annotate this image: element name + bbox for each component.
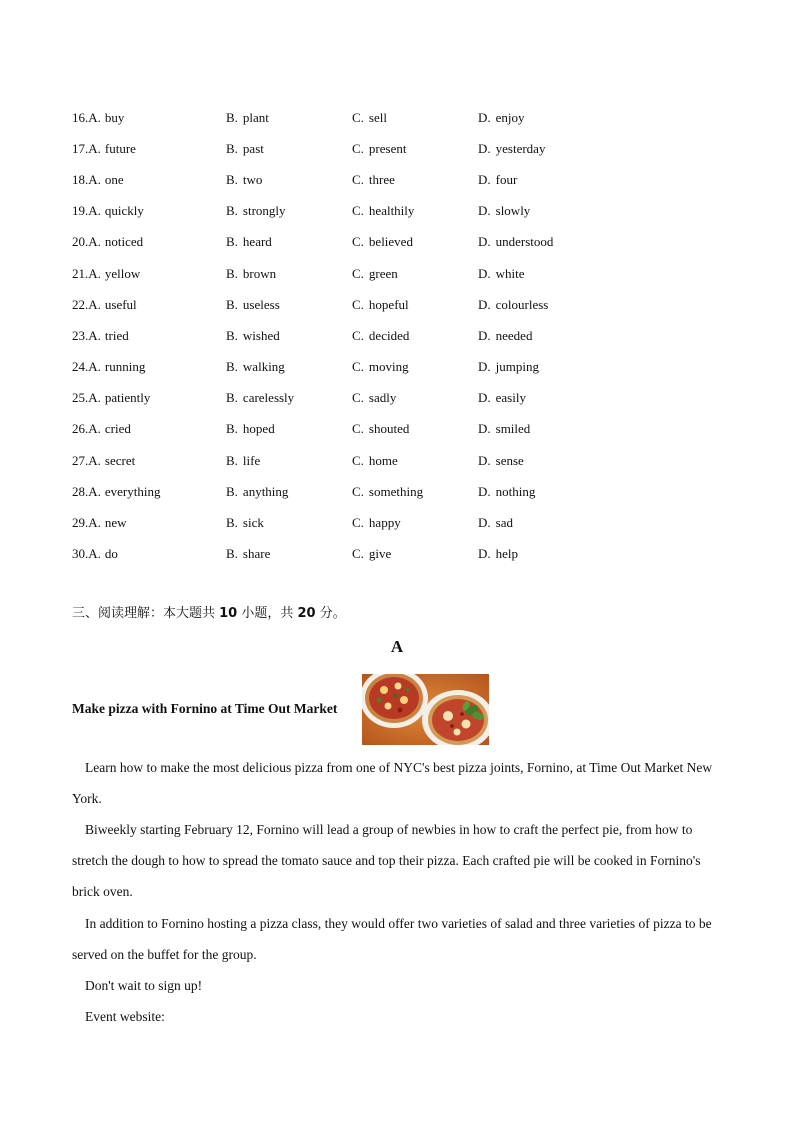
option-letter: C. <box>352 140 364 156</box>
option-c <box>352 297 478 313</box>
option-text: give <box>368 546 392 562</box>
option-letter: C. <box>352 390 364 406</box>
option-letter: A. <box>88 452 101 468</box>
option-letter: C. <box>352 546 364 562</box>
option-letter: D. <box>478 296 491 312</box>
option-text: smiled <box>495 421 531 437</box>
option-letter: A. <box>88 109 101 125</box>
option-letter: B. <box>226 171 238 187</box>
option-text: quickly <box>104 203 144 219</box>
question-row <box>72 414 712 445</box>
option-letter: C. <box>352 483 364 499</box>
option-d <box>478 141 638 157</box>
option-a <box>72 421 226 437</box>
option-letter: D. <box>478 515 491 531</box>
option-text: wished <box>242 327 280 343</box>
option-a <box>72 297 226 313</box>
paragraph-text: Don't wait to sign up! <box>85 978 203 993</box>
section-suffix: 分。 <box>315 606 346 621</box>
option-text: new <box>104 515 127 531</box>
paragraph-text: In addition to Fornino hosting a pizza class, they would offer two varieties of salad and three varieties of pizza to be served on the buffet for the group. <box>72 916 712 963</box>
question-number: 22. <box>72 296 89 312</box>
option-letter: B. <box>226 390 238 406</box>
pizza-image <box>362 674 489 745</box>
option-letter: A. <box>88 327 101 343</box>
option-a <box>72 234 226 250</box>
option-text: hopeful <box>368 296 409 312</box>
option-text: secret <box>104 452 136 468</box>
passage-headline: Make pizza with Fornino at Time Out Market <box>72 701 338 716</box>
question-number: 20. <box>72 234 89 250</box>
question-row <box>72 320 712 351</box>
option-text: help <box>495 546 519 562</box>
option-letter: D. <box>478 234 491 250</box>
option-letter: A. <box>88 390 101 406</box>
option-text: sense <box>495 452 524 468</box>
question-number: 19. <box>72 203 89 219</box>
option-text: yellow <box>104 265 141 281</box>
option-a <box>72 266 226 282</box>
section-prefix: 三、阅读理解：本大题共 <box>72 606 220 621</box>
paragraph-text: Event website: <box>85 1009 165 1024</box>
option-text: carelessly <box>242 390 295 406</box>
option-text: slowly <box>495 203 531 219</box>
question-number: 17. <box>72 140 89 156</box>
option-text: white <box>495 265 525 281</box>
passage-paragraph-5 <box>72 1001 722 1032</box>
option-c <box>352 141 478 157</box>
option-a <box>72 390 226 406</box>
option-letter: B. <box>226 265 238 281</box>
option-d <box>478 515 638 531</box>
option-text: heard <box>242 234 272 250</box>
passage-letter: A <box>390 637 404 656</box>
option-a <box>72 546 226 562</box>
option-text: shouted <box>368 421 410 437</box>
option-text: healthily <box>368 203 415 219</box>
question-number: 26. <box>72 421 89 437</box>
question-row <box>72 507 712 538</box>
option-text: cried <box>104 421 131 437</box>
option-letter: B. <box>226 296 238 312</box>
option-c <box>352 546 478 562</box>
option-b <box>226 421 352 437</box>
option-letter: B. <box>226 452 238 468</box>
option-text: colourless <box>495 296 549 312</box>
question-row <box>72 258 712 289</box>
option-text: three <box>368 171 395 187</box>
option-text: tried <box>104 327 129 343</box>
option-a <box>72 328 226 344</box>
option-text: future <box>104 140 136 156</box>
option-d <box>478 172 638 188</box>
option-b <box>226 266 352 282</box>
question-number: 27. <box>72 452 89 468</box>
question-row <box>72 445 712 476</box>
option-letter: A. <box>88 140 101 156</box>
question-number: 29. <box>72 515 89 531</box>
total-points: 20 <box>297 606 316 621</box>
option-text: decided <box>368 327 410 343</box>
option-text: sadly <box>368 390 397 406</box>
option-letter: A. <box>88 171 101 187</box>
option-letter: B. <box>226 234 238 250</box>
option-letter: A. <box>88 234 101 250</box>
question-count: 10 <box>219 606 238 621</box>
option-text: brown <box>242 265 277 281</box>
option-letter: C. <box>352 234 364 250</box>
section-middle: 小题，共 <box>237 606 298 621</box>
option-d <box>478 484 638 500</box>
question-row <box>72 196 712 227</box>
option-d <box>478 328 638 344</box>
option-d <box>478 453 638 469</box>
option-d <box>478 297 638 313</box>
option-a <box>72 453 226 469</box>
option-letter: A. <box>88 359 101 375</box>
option-text: strongly <box>242 203 286 219</box>
section-heading <box>72 602 346 621</box>
option-b <box>226 297 352 313</box>
option-letter: B. <box>226 546 238 562</box>
option-d <box>478 234 638 250</box>
option-letter: D. <box>478 171 491 187</box>
option-letter: D. <box>478 203 491 219</box>
option-text: hoped <box>242 421 275 437</box>
option-text: jumping <box>495 359 539 375</box>
options-table <box>72 102 712 570</box>
option-text: understood <box>495 234 554 250</box>
option-text: share <box>242 546 271 562</box>
question-number: 18. <box>72 171 89 187</box>
option-a <box>72 110 226 126</box>
option-b <box>226 546 352 562</box>
question-number: 24. <box>72 359 89 375</box>
option-text: moving <box>368 359 409 375</box>
question-row <box>72 383 712 414</box>
option-a <box>72 359 226 375</box>
option-a <box>72 203 226 219</box>
option-text: green <box>368 265 398 281</box>
option-b <box>226 203 352 219</box>
option-text: do <box>104 546 118 562</box>
option-a <box>72 141 226 157</box>
option-c <box>352 266 478 282</box>
option-text: life <box>242 452 261 468</box>
option-b <box>226 390 352 406</box>
question-number: 23. <box>72 327 89 343</box>
option-text: yesterday <box>495 140 546 156</box>
option-c <box>352 484 478 500</box>
option-text: sell <box>368 109 387 125</box>
option-a <box>72 172 226 188</box>
option-letter: B. <box>226 359 238 375</box>
option-letter: A. <box>88 265 101 281</box>
option-text: sad <box>495 515 513 531</box>
option-c <box>352 390 478 406</box>
option-d <box>478 266 638 282</box>
option-letter: D. <box>478 265 491 281</box>
question-number: 30. <box>72 546 89 562</box>
option-letter: C. <box>352 203 364 219</box>
option-text: everything <box>104 483 161 499</box>
paragraph-text: Learn how to make the most delicious pizza from one of NYC's best pizza joints, Fornino, at Time Out Market New York. <box>72 760 713 807</box>
option-b <box>226 141 352 157</box>
option-b <box>226 234 352 250</box>
question-row <box>72 227 712 258</box>
option-letter: A. <box>88 296 101 312</box>
option-text: useless <box>242 296 280 312</box>
option-text: present <box>368 140 407 156</box>
option-d <box>478 110 638 126</box>
option-text: noticed <box>104 234 144 250</box>
passage-paragraph-3 <box>72 908 722 970</box>
passage-paragraph-1 <box>72 752 722 814</box>
option-letter: D. <box>478 483 491 499</box>
option-c <box>352 203 478 219</box>
option-letter: D. <box>478 452 491 468</box>
option-a <box>72 515 226 531</box>
option-text: walking <box>242 359 285 375</box>
option-letter: B. <box>226 327 238 343</box>
option-c <box>352 515 478 531</box>
option-letter: C. <box>352 421 364 437</box>
option-text: two <box>242 171 263 187</box>
option-letter: B. <box>226 203 238 219</box>
option-letter: C. <box>352 452 364 468</box>
option-text: easily <box>495 390 526 406</box>
option-letter: B. <box>226 109 238 125</box>
question-number: 16. <box>72 109 89 125</box>
option-a <box>72 484 226 500</box>
question-number: 28. <box>72 483 89 499</box>
option-letter: D. <box>478 327 491 343</box>
option-d <box>478 546 638 562</box>
question-row <box>72 352 712 383</box>
question-row <box>72 133 712 164</box>
option-text: four <box>495 171 518 187</box>
option-letter: C. <box>352 327 364 343</box>
option-text: needed <box>495 327 533 343</box>
option-b <box>226 359 352 375</box>
question-row <box>72 476 712 507</box>
option-letter: C. <box>352 171 364 187</box>
option-c <box>352 234 478 250</box>
question-number: 25. <box>72 390 89 406</box>
option-letter: A. <box>88 483 101 499</box>
passage-paragraph-4 <box>72 970 722 1001</box>
option-text: anything <box>242 483 289 499</box>
question-number: 21. <box>72 265 89 281</box>
option-d <box>478 359 638 375</box>
option-b <box>226 110 352 126</box>
question-row <box>72 289 712 320</box>
option-letter: B. <box>226 483 238 499</box>
option-text: one <box>104 171 124 187</box>
option-d <box>478 203 638 219</box>
option-letter: B. <box>226 140 238 156</box>
option-text: home <box>368 452 398 468</box>
option-text: something <box>368 483 424 499</box>
option-text: past <box>242 140 264 156</box>
option-b <box>226 328 352 344</box>
option-text: useful <box>104 296 137 312</box>
option-letter: B. <box>226 515 238 531</box>
option-text: patiently <box>104 390 151 406</box>
option-letter: D. <box>478 109 491 125</box>
option-b <box>226 484 352 500</box>
option-letter: C. <box>352 296 364 312</box>
option-text: plant <box>242 109 269 125</box>
paragraph-text: Biweekly starting February 12, Fornino will lead a group of newbies in how to craft the perfect pie, from how to stretch the dough to how to spread the tomato sauce and top their pizza. Each crafted pie will be cooked in Fornino's brick oven. <box>72 822 701 900</box>
option-letter: A. <box>88 203 101 219</box>
option-letter: A. <box>88 421 101 437</box>
option-letter: D. <box>478 140 491 156</box>
option-letter: C. <box>352 359 364 375</box>
option-letter: C. <box>352 515 364 531</box>
option-text: running <box>104 359 146 375</box>
option-text: nothing <box>495 483 536 499</box>
option-c <box>352 421 478 437</box>
option-letter: A. <box>88 546 101 562</box>
option-b <box>226 172 352 188</box>
option-letter: D. <box>478 546 491 562</box>
question-row <box>72 102 712 133</box>
option-c <box>352 328 478 344</box>
option-text: sick <box>242 515 264 531</box>
option-letter: A. <box>88 515 101 531</box>
option-b <box>226 515 352 531</box>
option-letter: B. <box>226 421 238 437</box>
option-text: happy <box>368 515 401 531</box>
option-letter: D. <box>478 421 491 437</box>
question-row <box>72 164 712 195</box>
option-text: enjoy <box>495 109 525 125</box>
option-letter: D. <box>478 390 491 406</box>
option-c <box>352 453 478 469</box>
option-c <box>352 172 478 188</box>
option-c <box>352 110 478 126</box>
option-d <box>478 390 638 406</box>
option-letter: C. <box>352 109 364 125</box>
option-c <box>352 359 478 375</box>
option-d <box>478 421 638 437</box>
option-text: believed <box>368 234 413 250</box>
option-letter: C. <box>352 265 364 281</box>
passage-paragraph-2 <box>72 814 722 908</box>
option-b <box>226 453 352 469</box>
option-text: buy <box>104 109 125 125</box>
option-letter: D. <box>478 359 491 375</box>
question-row <box>72 539 712 570</box>
